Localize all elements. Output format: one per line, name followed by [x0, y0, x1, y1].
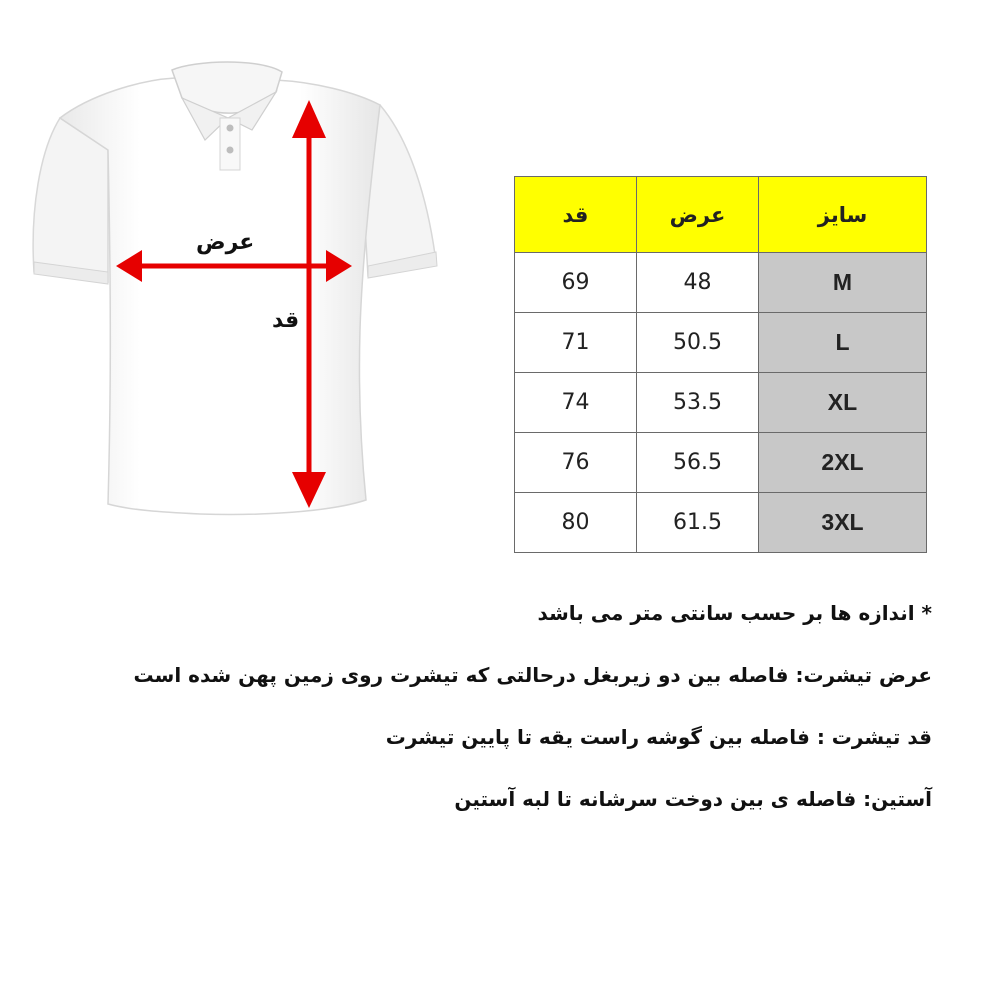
table-row	[515, 373, 927, 433]
size-table	[514, 176, 927, 553]
size-cell: 2XL	[759, 433, 927, 493]
polo-shirt-body	[33, 62, 437, 514]
table-row	[515, 433, 927, 493]
table-row	[515, 313, 927, 373]
length-cell: 69	[515, 253, 637, 313]
measurement-notes	[72, 596, 932, 844]
table-header-row	[515, 177, 927, 253]
width-cell: 61.5	[637, 493, 759, 553]
size-cell: L	[759, 313, 927, 373]
size-cell: XL	[759, 373, 927, 433]
length-cell: 76	[515, 433, 637, 493]
width-cell: 48	[637, 253, 759, 313]
header-length: قد	[515, 177, 637, 253]
note-sleeve-definition: آستین: فاصله ی بین دوخت سرشانه تا لبه آستین	[454, 787, 932, 811]
width-cell: 56.5	[637, 433, 759, 493]
table-row	[515, 253, 927, 313]
length-cell: 80	[515, 493, 637, 553]
width-label: عرض	[196, 230, 255, 255]
header-width: عرض	[637, 177, 759, 253]
polo-shirt-figure	[0, 0, 470, 540]
length-cell: 74	[515, 373, 637, 433]
size-cell: 3XL	[759, 493, 927, 553]
width-cell: 53.5	[637, 373, 759, 433]
length-cell: 71	[515, 313, 637, 373]
note-width-definition: عرض تیشرت: فاصله بین دو زیربغل درحالتی که تیشرت روی زمین پهن شده است	[133, 663, 932, 687]
header-size: سایز	[759, 177, 927, 253]
width-cell: 50.5	[637, 313, 759, 373]
size-cell: M	[759, 253, 927, 313]
note-units: * اندازه ها بر حسب سانتی متر می باشد	[537, 601, 932, 625]
length-label: قد	[272, 308, 300, 333]
note-length-definition: قد تیشرت : فاصله بین گوشه راست یقه تا پایین تیشرت	[385, 725, 932, 749]
table-row	[515, 493, 927, 553]
